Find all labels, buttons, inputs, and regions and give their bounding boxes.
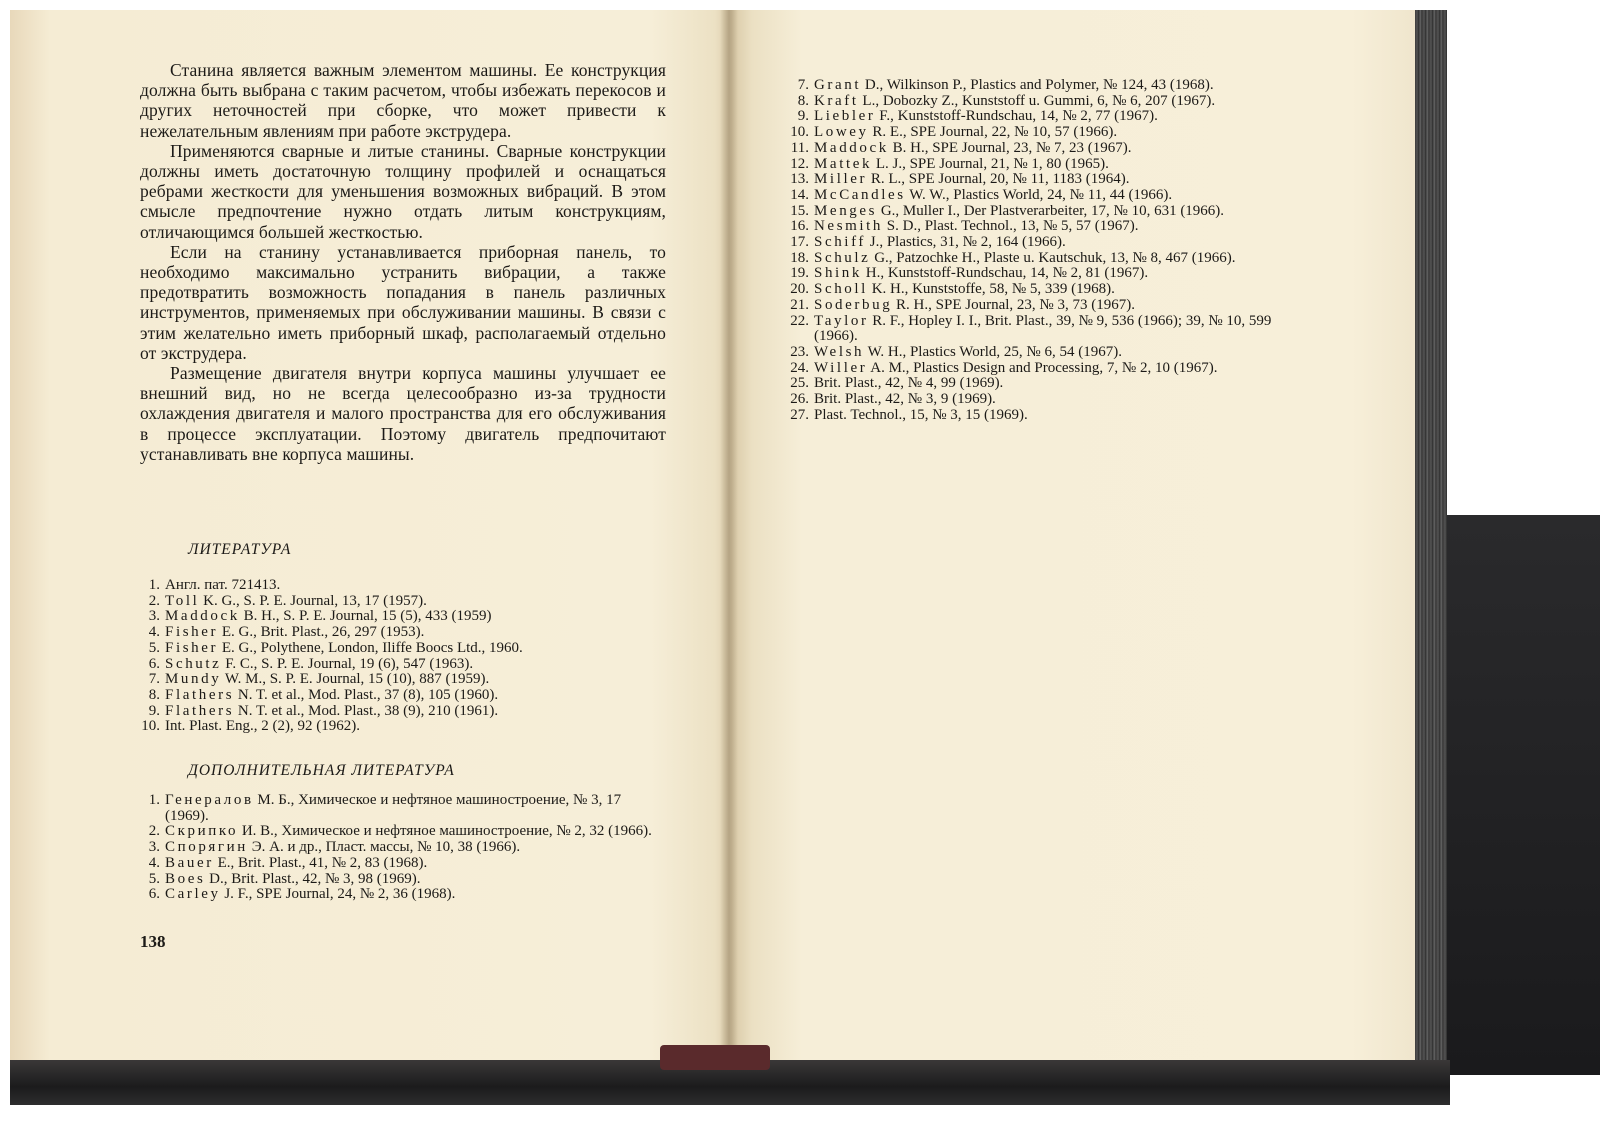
reference-details: E. G., Polythene, London, Iliffe Boocs Ltd., 1960. [218,639,523,656]
reference-text [814,282,1317,298]
reference-details: W. M., S. P. E. Journal, 15 (10), 887 (1959). [221,671,490,688]
reference-text [814,125,1317,141]
reference-number: 7. [797,77,809,93]
reference-author: Miller [814,171,868,188]
reference-details: И. В., Химическое и нефтяное машиностроение, № 2, 32 (1966). [238,823,652,840]
reference-text [814,94,1317,110]
reference-author: Liebler [814,108,876,125]
reference-details: W. W., Plastics World, 24, № 11, 44 (1966). [905,186,1173,203]
reference-text [814,251,1317,267]
reference-item [138,609,638,625]
reference-details: B. H., SPE Journal, 23, № 7, 23 (1967). [888,139,1132,156]
reference-item [138,824,664,840]
reference-details: K. H., Kunststoffe, 58, № 5, 339 (1968). [867,281,1115,298]
reference-number: 2. [148,592,160,609]
reference-details: N. T. et al., Mod. Plast., 38 (9), 210 (1961). [234,702,499,719]
reference-author: Taylor [814,312,869,329]
reference-details: Int. Plast. Eng., 2 (2), 92 (1962). [165,718,360,735]
reference-details: Plast. Technol., 15, № 3, 15 (1969). [814,406,1028,423]
reference-text [165,625,638,641]
reference-text [814,109,1317,125]
reference-author: Carley [165,886,221,903]
reference-author: Schulz [814,249,871,266]
reference-item [138,672,638,688]
reference-number: 1. [148,577,160,593]
paragraph: Если на станину устанавливается приборная панель, то необходимо максимально устранить вибрации, а также предотвратить возможность попадания в панель различных инструментов, применяемых при обслуживании машины. В связи с этим желательно иметь приборный шкаф, располагаемый отдельно от экструдера. [140,241,666,363]
reference-text [814,188,1317,204]
reference-details: L., Dobozky Z., Kunststoff u. Gummi, 6, № 6, 207 (1967). [858,92,1216,109]
reference-item [138,887,664,903]
reference-item [787,125,1317,141]
reference-author: Maddock [165,608,240,625]
reference-author: Willer [814,359,868,376]
reference-details: Brit. Plast., 42, № 4, 99 (1969). [814,375,1004,392]
reference-text [814,172,1317,188]
reference-author: Schutz [165,655,222,672]
reference-number: 4. [148,854,160,871]
reference-item [787,204,1317,220]
additional-literature-heading: ДОПОЛНИТЕЛЬНАЯ ЛИТЕРАТУРА [188,762,455,779]
reference-number: 4. [148,624,160,641]
paragraph: Размещение двигателя внутри корпуса машины улучшает ее внешний вид, но не всегда целесообразно из-за трудности охлаждения двигателя и малого пространства для его обслуживания в процессе эксплуатации. Поэтому двигатель предпочитают устанавливать вне корпуса машины. [140,363,666,464]
reference-text [165,609,638,625]
reference-details: B. H., S. P. E. Journal, 15 (5), 433 (1959) [239,608,492,625]
reference-author: Scholl [814,281,868,298]
reference-item [787,345,1317,361]
reference-details: Англ. пат. 721413. [165,577,281,593]
background-white [1440,10,1600,515]
body-text [140,60,666,464]
reference-details: Э. А. и др., Пласт. массы, № 10, 38 (1966). [247,839,521,856]
reference-item [138,641,638,657]
spine-bookmark [660,1045,770,1070]
reference-number: 10. [141,718,160,735]
reference-item [787,157,1317,173]
reference-text [814,204,1317,220]
reference-author: McCandles [814,186,906,203]
page-edges [1415,10,1447,1070]
reference-item [138,594,638,610]
reference-details: R. L., SPE Journal, 20, № 11, 1183 (1964). [867,171,1130,188]
reference-details: G., Muller I., Der Plastverarbeiter, 17, № 10, 631 (1966). [877,202,1225,219]
reference-item [787,392,1317,408]
reference-item [787,235,1317,251]
reference-text [814,219,1317,235]
reference-text [165,719,638,735]
reference-text [165,657,638,673]
reference-item [138,856,664,872]
reference-text [814,298,1317,314]
reference-number: 12. [790,155,809,172]
reference-number: 1. [148,792,160,808]
reference-text [814,392,1317,408]
reference-details: М. Б., Химическое и нефтяное машиностроение, № 3, 17 (1969). [165,792,622,824]
reference-number: 10. [790,124,809,141]
reference-author: Flathers [165,686,235,703]
reference-details: Brit. Plast., 42, № 3, 9 (1969). [814,391,996,408]
reference-number: 5. [148,639,160,656]
reference-number: 25. [790,375,809,392]
reference-item [787,408,1317,424]
reference-item [138,719,638,735]
reference-author: Скрипко [165,823,239,840]
book-cover [1440,515,1600,1075]
reference-text [814,408,1317,424]
reference-item [138,688,638,704]
reference-number: 3. [148,608,160,625]
reference-number: 5. [148,870,160,887]
reference-item [138,625,638,641]
reference-number: 17. [790,234,809,251]
reference-number: 26. [790,391,809,408]
reference-details: E. G., Brit. Plast., 26, 297 (1953). [218,624,425,641]
reference-number: 27. [790,406,809,423]
reference-text [165,887,664,903]
reference-details: J. F., SPE Journal, 24, № 2, 36 (1968). [220,886,456,903]
reference-text [165,704,638,720]
reference-number: 9. [148,702,160,719]
reference-author: Shink [814,265,863,282]
reference-text [814,157,1317,173]
paragraph: Станина является важным элементом машины. Ее конструкция должна быть выбрана с таким расчетом, чтобы избежать перекосов и других неточностей при сборке, что может привести к нежелательным явлениям при работе экструдера. [140,60,666,141]
reference-text [165,594,638,610]
reference-item [787,251,1317,267]
reference-author: Mundy [165,671,222,688]
reference-details: F., Kunststoff-Rundschau, 14, № 2, 77 (1967). [875,108,1158,125]
reference-text [814,235,1317,251]
reference-details: J., Plastics, 31, № 2, 164 (1966). [866,234,1066,251]
reference-details: N. T. et al., Mod. Plast., 37 (8), 105 (1960). [234,686,499,703]
reference-details: L. J., SPE Journal, 21, № 1, 80 (1965). [872,155,1109,172]
reference-item [787,266,1317,282]
reference-item [787,282,1317,298]
reference-author: Welsh [814,343,865,360]
reference-text [165,688,638,704]
reference-number: 8. [148,686,160,703]
reference-number: 16. [790,218,809,235]
reference-number: 14. [790,186,809,203]
reference-author: Fisher [165,624,219,641]
reference-details: H., Kunststoff-Rundschau, 14, № 2, 81 (1967). [862,265,1149,282]
reference-details: R. E., SPE Journal, 22, № 10, 57 (1966). [868,124,1118,141]
reference-item [787,78,1317,94]
reference-author: Nesmith [814,218,884,235]
reference-author: Mattek [814,155,873,172]
reference-number: 19. [790,265,809,282]
reference-number: 20. [790,281,809,298]
reference-details: R. H., SPE Journal, 23, № 3, 73 (1967). [892,296,1135,313]
reference-details: A. M., Plastics Design and Processing, 7, № 2, 10 (1967). [867,359,1218,376]
reference-list [787,78,1317,423]
additional-literature-list [138,793,664,903]
reference-item [787,298,1317,314]
reference-number: 9. [797,108,809,125]
reference-details: E., Brit. Plast., 41, № 2, 83 (1968). [213,854,428,871]
reference-item [138,657,638,673]
reference-text [814,345,1317,361]
reference-details: S. D., Plast. Technol., 13, № 5, 57 (1967). [883,218,1139,235]
book-gutter [720,10,738,1067]
reference-text [165,641,638,657]
reference-item [787,219,1317,235]
reference-item [787,376,1317,392]
reference-author: Flathers [165,702,235,719]
reference-author: Soderbug [814,296,893,313]
reference-item [138,704,638,720]
reference-author: Спорягин [165,839,248,856]
literature-heading: ЛИТЕРАТУРА [188,541,292,558]
reference-number: 3. [148,839,160,856]
reference-text [814,78,1317,94]
reference-number: 6. [148,886,160,903]
reference-author: Kraft [814,92,859,109]
reference-author: Schiff [814,234,866,251]
reference-number: 15. [790,202,809,219]
reference-number: 23. [790,343,809,360]
reference-author: Toll [165,592,200,609]
reference-details: F. C., S. P. E. Journal, 19 (6), 547 (1963). [221,655,474,672]
reference-number: 11. [790,139,809,156]
reference-item [138,872,664,888]
reference-author: Boes [165,870,206,887]
reference-text [814,361,1317,377]
reference-number: 18. [790,249,809,266]
reference-item [787,109,1317,125]
reference-text [814,376,1317,392]
reference-author: Lowey [814,124,869,141]
page-number: 138 [140,932,166,951]
reference-number: 2. [148,823,160,840]
reference-text [165,856,664,872]
reference-item [787,188,1317,204]
reference-author: Bauer [165,854,214,871]
reference-text [165,578,638,594]
reference-details: K. G., S. P. E. Journal, 13, 17 (1957). [199,592,427,609]
reference-author: Maddock [814,139,889,156]
reference-author: Menges [814,202,878,219]
reference-item [787,141,1317,157]
reference-number: 13. [790,171,809,188]
reference-number: 8. [797,92,809,109]
reference-author: Grant [814,77,862,93]
reference-author: Fisher [165,639,219,656]
reference-text [165,672,638,688]
reference-number: 21. [790,296,809,313]
reference-number: 22. [790,312,809,329]
reference-text [814,266,1317,282]
reference-text [165,840,664,856]
reference-details: W. H., Plastics World, 25, № 6, 54 (1967). [864,343,1122,360]
reference-details: R. F., Hopley I. I., Brit. Plast., 39, № 9, 536 (1966); 39, № 10, 599 (1966). [814,312,1272,345]
paragraph: Применяются сварные и литые станины. Сварные конструкции должны иметь достаточную толщину профилей и оснащаться ребрами жесткости для уменьшения возможных вибраций. В этом смысле предпочтение нужно отдать литым конструкциям, отличающимся большей жесткостью. [140,140,666,242]
reference-text [165,824,664,840]
reference-item [787,94,1317,110]
reference-text [814,141,1317,157]
reference-number: 6. [148,655,160,672]
reference-item [138,840,664,856]
reference-item [787,361,1317,377]
reference-text [165,793,664,824]
reference-details: D., Wilkinson P., Plastics and Polymer, № 124, 43 (1968). [861,77,1214,93]
reference-item [787,172,1317,188]
reference-author: Генералов [165,792,254,808]
reference-item [787,314,1317,345]
reference-text [165,872,664,888]
reference-item [138,578,638,594]
reference-item [138,793,664,824]
reference-details: D., Brit. Plast., 42, № 3, 98 (1969). [205,870,421,887]
reference-details: G., Patzochke H., Plaste u. Kautschuk, 13, № 8, 467 (1966). [870,249,1236,266]
reference-number: 7. [148,671,160,688]
reference-text [814,314,1317,345]
reference-number: 24. [790,359,809,376]
literature-list [138,578,638,735]
